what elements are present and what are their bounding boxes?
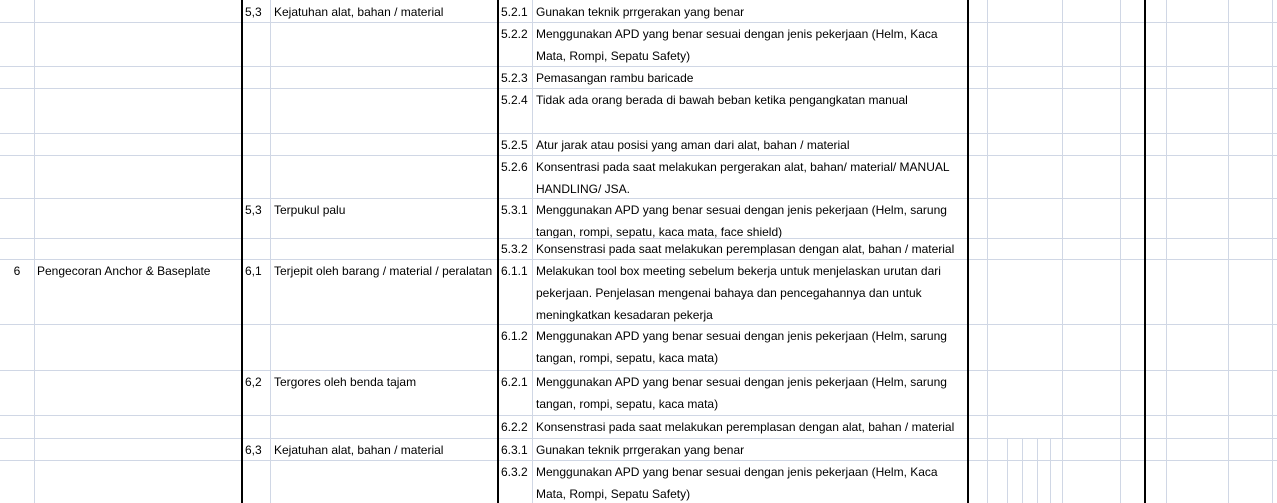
cell-control-number[interactable]: 6.2.2	[501, 420, 528, 434]
cell-text-line: pekerjaan. Penjelasan mengenai bahaya dan pencegahannya dan untuk	[536, 286, 922, 300]
cell-text-line: Konsentrasi pada saat melakukan pergerakan alat, bahan/ material/ MANUAL	[536, 160, 950, 174]
cell-text-line: Menggunakan APD yang benar sesuai dengan jenis pekerjaan (Helm, Kaca	[536, 27, 938, 41]
column-gridline	[1037, 438, 1038, 503]
cell-hazard[interactable]: Kejatuhan alat, bahan / material	[274, 5, 444, 19]
cell-sub-number[interactable]: 5,3	[245, 203, 262, 217]
column-gridline	[1022, 438, 1023, 503]
cell-item-number[interactable]: 6	[13, 264, 21, 278]
column-gridline	[1272, 0, 1273, 503]
cell-control-number[interactable]: 6.3.1	[501, 443, 528, 457]
cell-control-number[interactable]: 6.3.2	[501, 465, 528, 479]
column-gridline	[987, 0, 988, 503]
cell-control[interactable]: Tidak ada orang berada di bawah beban ketika pengangkatan manual	[536, 93, 908, 107]
column-border	[967, 0, 969, 503]
cell-control-number[interactable]: 5.3.2	[501, 242, 528, 256]
cell-text-line: tangan, rompi, sepatu, kaca mata)	[536, 397, 719, 411]
cell-control[interactable]: Konsenstrasi pada saat melakukan peremplasan dengan alat, bahan / material	[536, 420, 955, 434]
cell-hazard[interactable]: Terpukul palu	[274, 203, 346, 217]
cell-control[interactable]: Gunakan teknik prrgerakan yang benar	[536, 443, 745, 457]
cell-control-number[interactable]: 5.2.4	[501, 93, 528, 107]
cell-control[interactable]: Gunakan teknik prrgerakan yang benar	[536, 5, 745, 19]
cell-control[interactable]	[536, 371, 966, 415]
column-gridline	[1228, 0, 1229, 503]
cell-control-number[interactable]: 5.2.2	[501, 27, 528, 41]
column-gridline	[1120, 0, 1121, 503]
cell-hazard[interactable]: Tergores oleh benda tajam	[274, 375, 417, 389]
cell-control-number[interactable]: 5.3.1	[501, 203, 528, 217]
cell-hazard[interactable]: Kejatuhan alat, bahan / material	[274, 443, 444, 457]
cell-text-line: Mata, Rompi, Sepatu Safety)	[536, 49, 691, 63]
column-gridline	[270, 0, 271, 503]
cell-control-number[interactable]: 6.1.1	[501, 264, 528, 278]
column-gridline	[1050, 438, 1051, 503]
cell-text-line: Menggunakan APD yang benar sesuai dengan jenis pekerjaan (Helm, Kaca	[536, 465, 938, 479]
cell-text-line: Mata, Rompi, Sepatu Safety)	[536, 487, 691, 501]
cell-sub-number[interactable]: 5,3	[245, 5, 262, 19]
cell-text-line: HANDLING/ JSA.	[536, 182, 631, 196]
column-gridline	[1062, 0, 1063, 503]
column-border	[497, 0, 499, 503]
cell-text-line: meningkatkan kesadaran pekerja	[536, 308, 713, 322]
cell-control-number[interactable]: 6.1.2	[501, 329, 528, 343]
cell-control[interactable]: Pemasangan rambu baricade	[536, 71, 694, 85]
column-gridline	[34, 0, 35, 503]
cell-control[interactable]	[536, 156, 966, 200]
cell-control-number[interactable]: 5.2.1	[501, 5, 528, 19]
cell-text-line: tangan, rompi, sepatu, kaca mata)	[536, 351, 719, 365]
column-border	[241, 0, 243, 503]
cell-control-number[interactable]: 6.2.1	[501, 375, 528, 389]
cell-control-number[interactable]: 5.2.6	[501, 160, 528, 174]
cell-text-line: Menggunakan APD yang benar sesuai dengan jenis pekerjaan (Helm, sarung	[536, 329, 947, 343]
cell-hazard[interactable]: Terjepit oleh barang / material / peralatan	[274, 264, 493, 278]
cell-text-line: Menggunakan APD yang benar sesuai dengan jenis pekerjaan (Helm, sarung	[536, 203, 947, 217]
cell-text-line: Melakukan tool box meeting sebelum bekerja untuk menjelaskan urutan dari	[536, 264, 941, 278]
cell-control-number[interactable]: 5.2.5	[501, 138, 528, 152]
cell-control[interactable]	[536, 199, 966, 238]
cell-text-line: tangan, rompi, sepatu, kaca mata, face shield)	[536, 225, 783, 238]
column-gridline	[1007, 438, 1008, 503]
cell-sub-number[interactable]: 6,3	[245, 443, 262, 457]
column-border	[1144, 0, 1146, 503]
cell-control[interactable]	[536, 461, 966, 503]
cell-control[interactable]	[536, 325, 966, 369]
cell-sub-number[interactable]: 6,2	[245, 375, 262, 389]
column-gridline	[1166, 0, 1167, 503]
cell-control[interactable]: Konsenstrasi pada saat melakukan peremplasan dengan alat, bahan / material	[536, 242, 955, 256]
cell-control[interactable]: Atur jarak atau posisi yang aman dari alat, bahan / material	[536, 138, 850, 152]
column-gridline	[532, 0, 533, 503]
cell-control-number[interactable]: 5.2.3	[501, 71, 528, 85]
cell-control[interactable]	[536, 23, 966, 67]
cell-activity[interactable]: Pengecoran Anchor & Baseplate	[37, 264, 211, 278]
cell-control[interactable]	[536, 260, 966, 326]
cell-sub-number[interactable]: 6,1	[245, 264, 262, 278]
cell-text-line: Menggunakan APD yang benar sesuai dengan jenis pekerjaan (Helm, sarung	[536, 375, 947, 389]
